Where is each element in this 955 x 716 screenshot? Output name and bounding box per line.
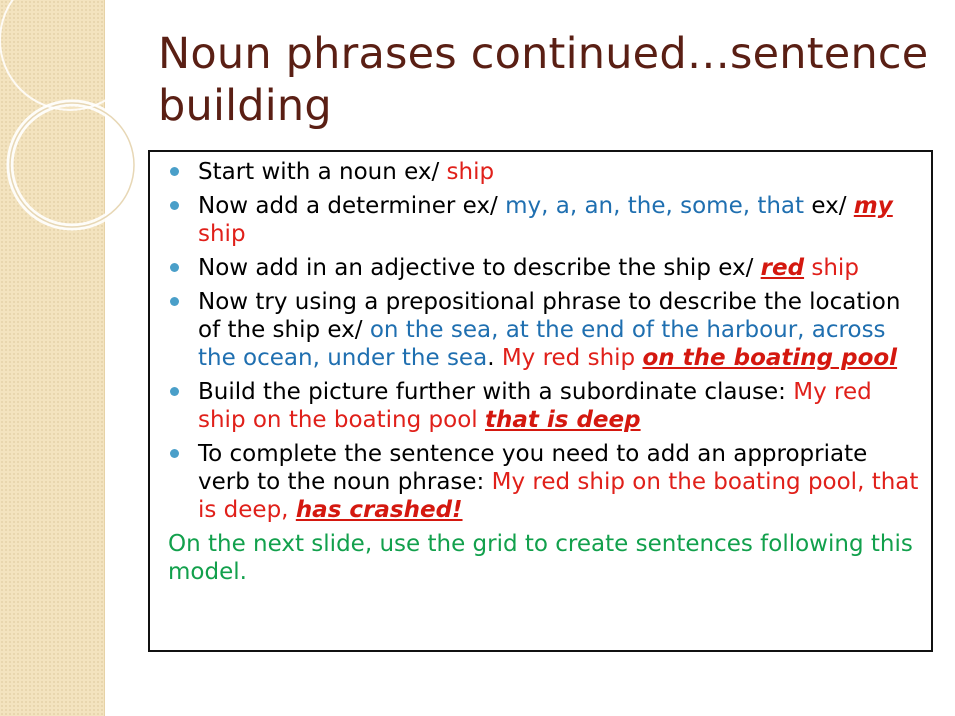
emphasis-word: my [853,193,893,219]
bullet-item [168,288,921,372]
bullet-text: To complete the sentence you need to add an appropriate verb to the noun phrase: [198,441,868,495]
decorative-rings [0,0,140,260]
bullet-item [168,378,921,434]
example-word: ship [198,221,246,247]
bullet-text: . [487,345,502,371]
bullet-item [168,440,921,524]
example-word: ship [811,255,859,281]
bullet-text: Build the picture further with a subordinate clause: [198,379,794,405]
determiner-examples: my, a, an, the, some, that [505,193,812,219]
bullet-dot-icon [170,297,179,306]
bullet-dot-icon [170,387,179,396]
bullet-item [168,254,921,282]
emphasis-phrase: has crashed! [295,497,463,523]
bullet-dot-icon [170,263,179,272]
closing-instruction: On the next slide, use the grid to create sentences following this model. [168,531,913,585]
bullet-dot-icon [170,167,179,176]
emphasis-phrase: that is deep [484,407,641,433]
bullet-text: Start with a noun ex/ [198,159,447,185]
bullet-item [168,192,921,248]
bullet-text: Now add in an adjective to describe the ship ex/ [198,255,761,281]
bullet-text: Now try using a prepositional phrase to describe the location of the ship ex/ [198,289,901,343]
example-phrase: My red ship on the boating pool [198,379,872,433]
bullet-item [168,158,921,186]
bullet-dot-icon [170,201,179,210]
example-phrase: My red ship [501,345,643,371]
emphasis-phrase: on the boating pool [642,345,898,371]
slide-title: Noun phrases continued…sentence building [158,29,929,131]
example-phrase: My red ship on the boating pool, that is deep, [198,469,919,523]
bullet-list [168,158,921,524]
emphasis-word: red [760,255,805,281]
bullet-dot-icon [170,449,179,458]
example-word: ship [446,159,495,185]
preposition-examples: on the sea, at the end of the harbour, across the ocean, under the sea [198,317,886,371]
bullet-text: ex/ [811,193,854,219]
content-box [148,150,933,652]
bullet-text: Now add a determiner ex/ [198,193,506,219]
